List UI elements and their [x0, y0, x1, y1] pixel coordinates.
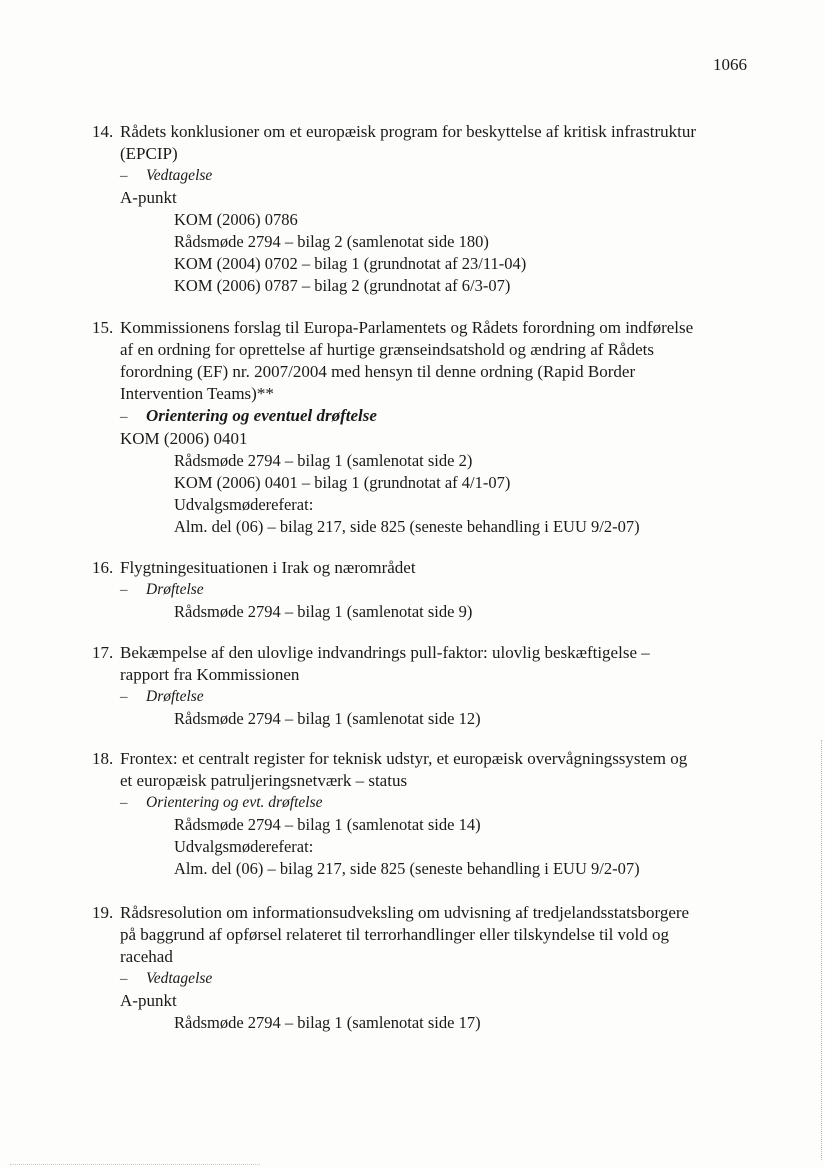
pre-ref: KOM (2006) 0401	[120, 429, 248, 448]
agenda-item-17	[92, 642, 752, 730]
reference-line: KOM (2006) 0786	[174, 210, 298, 229]
action-line: – Orientering og eventuel drøftelse	[120, 406, 377, 425]
agenda-item-19	[92, 902, 752, 1034]
item-title: Frontex: et centralt register for teknisk udstyr, et europæisk overvågningssystem og et europæisk patruljeringsnetværk – status	[120, 749, 688, 790]
item-number: 15.	[92, 318, 114, 337]
agenda-item-14	[92, 121, 752, 297]
reference-line: Udvalgsmødereferat:	[174, 837, 314, 856]
item-action: Vedtagelse	[146, 970, 213, 987]
item-number: 16.	[92, 558, 114, 577]
agenda-item-15	[92, 317, 752, 538]
reference-line: Rådsmøde 2794 – bilag 1 (samlenotat side 14)	[174, 815, 481, 834]
item-title: Kommissionens forslag til Europa-Parlamentets og Rådets forordning om indførelse af en ordning for oprettelse af hurtige grænseindsatshold og ændring af Rådets forordning (EF) nr. 2007/2004 med hensyn til denne ordning (Rapid Border Intervention Teams)**	[120, 318, 694, 403]
reference-line: Alm. del (06) – bilag 217, side 825 (seneste behandling i EUU 9/2-07)	[174, 859, 640, 878]
item-action: Orientering og evt. drøftelse	[146, 794, 323, 811]
item-action: Drøftelse	[146, 688, 204, 705]
item-action: Orientering og eventuel drøftelse	[146, 406, 377, 425]
reference-line: Alm. del (06) – bilag 217, side 825 (seneste behandling i EUU 9/2-07)	[174, 517, 640, 536]
item-title: Flygtningesituationen i Irak og nærområdet	[120, 558, 416, 577]
action-line: – Drøftelse	[120, 579, 752, 601]
reference-line: Rådsmøde 2794 – bilag 1 (samlenotat side 17)	[174, 1013, 481, 1032]
pre-ref: A-punkt	[120, 188, 177, 207]
item-number: 18.	[92, 749, 114, 768]
reference-line: Udvalgsmødereferat:	[174, 495, 314, 514]
agenda-item-18	[92, 748, 752, 880]
item-action: Vedtagelse	[146, 167, 213, 184]
reference-line: Rådsmøde 2794 – bilag 1 (samlenotat side 12)	[174, 709, 481, 728]
reference-line: KOM (2006) 0787 – bilag 2 (grundnotat af 6/3-07)	[174, 276, 511, 295]
reference-line: KOM (2004) 0702 – bilag 1 (grundnotat af 23/11-04)	[174, 254, 527, 273]
page-number: 1066	[713, 55, 747, 74]
item-action: Drøftelse	[146, 581, 204, 598]
action-line: – Drøftelse	[120, 686, 752, 708]
action-line: – Vedtagelse	[120, 165, 752, 187]
action-line: – Vedtagelse	[120, 968, 752, 990]
item-title: Rådsresolution om informationsudveksling om udvisning af tredjelandsstatsborgere på baggrund af opførsel relateret til terrorhandlinger eller tilskyndelse til vold og racehad	[120, 903, 690, 966]
item-title: Bekæmpelse af den ulovlige indvandrings pull-faktor: ulovlig beskæftigelse – rapport fra Kommissionen	[120, 643, 650, 684]
scan-edge-artifact	[819, 740, 822, 1160]
scan-bottom-artifact	[10, 1163, 260, 1165]
reference-line: Rådsmøde 2794 – bilag 1 (samlenotat side 2)	[174, 451, 473, 470]
item-number: 14.	[92, 122, 114, 141]
reference-line: Rådsmøde 2794 – bilag 1 (samlenotat side 9)	[174, 602, 473, 621]
reference-line: KOM (2006) 0401 – bilag 1 (grundnotat af 4/1-07)	[174, 473, 511, 492]
action-line: – Orientering og evt. drøftelse	[120, 792, 752, 814]
pre-ref: A-punkt	[120, 991, 177, 1010]
agenda-item-16	[92, 557, 752, 623]
item-title: Rådets konklusioner om et europæisk program for beskyttelse af kritisk infrastruktur (EPCIP)	[120, 122, 696, 163]
item-number: 19.	[92, 903, 114, 922]
item-number: 17.	[92, 643, 114, 662]
reference-line: Rådsmøde 2794 – bilag 2 (samlenotat side 180)	[174, 232, 489, 251]
